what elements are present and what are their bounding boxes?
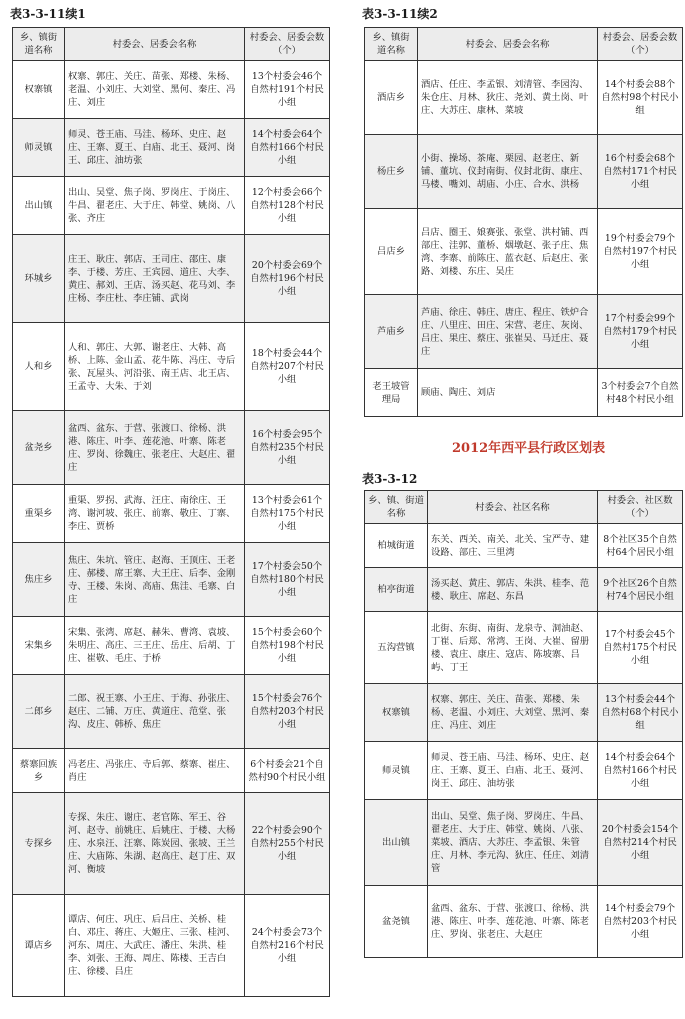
town-cell: 专探乡 [13,793,65,895]
count-cell: 22个村委会90个自然村255个村民小组 [245,793,330,895]
villages-cell: 盆西、盆东、于营、张渡口、徐杨、洪港、陈庄、叶李、莲花池、叶寨、陈老庄、罗岗、徐魏庄、张老庄、大赵庄、翟庄 [65,411,245,485]
table-row [13,177,330,235]
header-count: 村委会、居委会数（个） [598,28,683,61]
villages-cell: 小街、操场、茶庵、栗园、赵老庄、新铺、董坑、仪封南街、仪封北街、康庄、马楼、嘴刘、胡庙、小庄、合水、洪杨 [418,135,598,209]
villages-cell: 冯老庄、冯张庄、寺后郭、蔡寨、崔庄、肖庄 [65,749,245,793]
town-cell: 焦庄乡 [13,543,65,617]
count-cell: 20个村委会69个自然村196个村民小组 [245,235,330,323]
count-cell: 19个村委会79个自然村197个村民小组 [598,209,683,295]
villages-cell: 汤买赵、黄庄、郭店、朱洪、桂李、范楼、耿庄、席赵、东昌 [428,568,598,612]
header-count: 村委会、社区数（个） [598,491,683,524]
header-villages: 村委会、居委会名称 [418,28,598,61]
count-cell: 12个村委会66个自然村128个村民小组 [245,177,330,235]
villages-cell: 权寨、郭庄、关庄、苗张、郑楼、朱杨、老温、小刘庄、大刘堂、黑河、秦庄、冯庄、刘庄 [428,684,598,742]
table-row [365,369,683,417]
header-row [365,491,683,524]
count-cell: 13个村委会46个自然村191个村民小组 [245,61,330,119]
table-row [365,295,683,369]
villages-cell: 芦庙、徐庄、韩庄、唐庄、程庄、铁炉合庄、八里庄、田庄、宋营、老庄、灰岗、吕庄、果庄、蔡庄、张崔吴、马迁庄、聂庄 [418,295,598,369]
town-cell: 杨庄乡 [365,135,418,209]
count-cell: 17个村委会50个自然村180个村民小组 [245,543,330,617]
town-cell: 芦庙乡 [365,295,418,369]
count-cell: 24个村委会73个自然村216个村民小组 [245,895,330,997]
table-row [13,895,330,997]
count-cell: 9个社区26个自然村74个居民小组 [598,568,683,612]
table-label-left: 表3-3-11续1 [10,7,86,21]
villages-cell: 盆西、盆东、于营、张渡口、徐杨、洪港、陈庄、叶李、莲花池、叶寨、陈老庄、罗岗、张老庄、大赵庄 [428,886,598,958]
town-cell: 权寨镇 [13,61,65,119]
table-row [365,568,683,612]
count-cell: 13个村委会44个自然村68个村民小组 [598,684,683,742]
table-row [365,524,683,568]
villages-cell: 东关、西关、南关、北关、宝严寺、建设路、部庄、三里湾 [428,524,598,568]
count-cell: 15个村委会76个自然村203个村民小组 [245,675,330,749]
table-row [13,617,330,675]
table-row [13,485,330,543]
table-row [13,793,330,895]
table-row [365,61,683,135]
town-cell: 蔡寨回族乡 [13,749,65,793]
villages-cell: 谭店、何庄、巩庄、后吕庄、关桥、桂白、邓庄、蒋庄、大姬庄、三张、桂河、河东、周庄、大武庄、潘庄、朱洪、桂李、刘张、王海、周庄、陈楼、王吉白庄、徐楼、吕庄 [65,895,245,997]
villages-cell: 师灵、苍王庙、马洼、杨环、史庄、赵庄、王寨、夏王、白庙、北王、聂河、岗王、邱庄、油坊张 [65,119,245,177]
town-cell: 二郎乡 [13,675,65,749]
table-right [364,27,683,417]
count-cell: 14个村委会64个自然村166个村民小组 [598,742,683,800]
header-town: 乡、镇街道名称 [13,28,65,61]
count-cell: 14个村委会88个自然村98个村民小组 [598,61,683,135]
villages-cell: 顾庙、陶庄、刘店 [418,369,598,417]
table-row [13,543,330,617]
header-villages: 村委会、社区名称 [428,491,598,524]
section-title: 2012年西平县行政区划表 [452,441,606,456]
town-cell: 老王坡管理局 [365,369,418,417]
count-cell: 15个村委会60个自然村198个村民小组 [245,617,330,675]
table-row [365,135,683,209]
villages-cell: 出山、吴堂、焦子岗、罗岗庄、牛昌、翟老庄、大于庄、韩堂、姚岗、八张、菜坡、酒店、大苏庄、李孟银、朱管庄、月林、李元沟、狄庄、任庄、刘清管 [428,800,598,886]
count-cell: 13个村委会61个自然村175个村民小组 [245,485,330,543]
table-row [13,61,330,119]
count-cell: 16个村委会95个自然村235个村民小组 [245,411,330,485]
villages-cell: 师灵、苍王庙、马洼、杨环、史庄、赵庄、王寨、夏王、白庙、北王、聂河、岗王、邱庄、油坊张 [428,742,598,800]
table-12 [364,490,683,958]
table-label-right: 表3-3-11续2 [362,7,438,21]
table-row [365,800,683,886]
villages-cell: 二郎、祝王寨、小王庄、于海、孙张庄、赵庄、二铺、万庄、黄道庄、范堂、张沟、皮庄、韩桥、焦庄 [65,675,245,749]
villages-cell: 出山、吴堂、焦子岗、罗岗庄、于岗庄、牛昌、翟老庄、大于庄、韩堂、姚岗、八张、齐庄 [65,177,245,235]
count-cell: 17个村委会99个自然村179个村民小组 [598,295,683,369]
town-cell: 吕店乡 [365,209,418,295]
town-cell: 宋集乡 [13,617,65,675]
header-town: 乡、镇、街道名称 [365,491,428,524]
villages-cell: 宋集、张湾、席赵、赫朱、曹湾、袁坡、朱明庄、高庄、三王庄、岳庄、后胡、丁庄、崔敬、毛庄、于桥 [65,617,245,675]
town-cell: 师灵镇 [13,119,65,177]
table-row [365,742,683,800]
table-row [365,612,683,684]
town-cell: 师灵镇 [365,742,428,800]
count-cell: 20个村委会154个自然村214个村民小组 [598,800,683,886]
town-cell: 盆尧镇 [365,886,428,958]
count-cell: 16个村委会68个自然村171个村民小组 [598,135,683,209]
town-cell: 盆尧乡 [13,411,65,485]
table-row [13,675,330,749]
table-left [12,27,330,997]
villages-cell: 吕店、圈王、娘赛张、张堂、洪村铺、西部庄、洼郭、董桥、烟墩赵、张子庄、焦湾、李寨、前陈庄、蓝衣赵、后赵庄、张路、刘楼、东庄、吴庄 [418,209,598,295]
header-row [13,28,330,61]
count-cell: 17个村委会45个自然村175个村民小组 [598,612,683,684]
table-row [13,323,330,411]
town-cell: 谭店乡 [13,895,65,997]
count-cell: 14个村委会79个自然村203个村民小组 [598,886,683,958]
count-cell: 14个村委会64个自然村166个村民小组 [245,119,330,177]
town-cell: 酒店乡 [365,61,418,135]
villages-cell: 人和、郭庄、大郭、谢老庄、大韩、高桥、上陈、金山孟、花牛陈、冯庄、寺后张、瓦屋头、河沿张、南王店、北王店、王孟寺、大朱、于刘 [65,323,245,411]
count-cell: 8个社区35个自然村64个居民小组 [598,524,683,568]
town-cell: 环城乡 [13,235,65,323]
header-town: 乡、镇街道名称 [365,28,418,61]
table-row [365,209,683,295]
town-cell: 重渠乡 [13,485,65,543]
villages-cell: 北街、东街、南街、龙泉寺、洞油赵、丁崔、后郑、常湾、王岗、大崔、留册楼、袁庄、康庄、寇店、陈坡寨、吕屿、丁王 [428,612,598,684]
table-row [13,411,330,485]
header-villages: 村委会、居委会名称 [65,28,245,61]
header-count: 村委会、居委会数（个） [245,28,330,61]
villages-cell: 酒店、任庄、李孟银、刘清管、李园沟、朱仓庄、月林、狄庄、尧刘、黄土岗、叶庄、大苏庄、康林、菜坡 [418,61,598,135]
villages-cell: 权寨、郭庄、关庄、苗张、郑楼、朱杨、老温、小刘庄、大刘堂、黑何、秦庄、冯庄、刘庄 [65,61,245,119]
table-row [365,684,683,742]
table-row [13,749,330,793]
table-row [365,886,683,958]
header-row [365,28,683,61]
villages-cell: 焦庄、朱坑、管庄、赵海、王顶庄、王老庄、郝楼、席王寨、大王庄、后李、金刚寺、王楼、朱岗、高庙、焦洼、毛寨、白庄 [65,543,245,617]
town-cell: 出山镇 [365,800,428,886]
villages-cell: 专探、朱庄、谢庄、老官陈、军王、谷河、赵寺、前姚庄、后姚庄、于楼、大杨庄、水泉汪、汪寨、陈炭园、张坡、王兰庄、大庙陈、朱湖、赵高庄、赵丁庄、双河、衡坡 [65,793,245,895]
town-cell: 权寨镇 [365,684,428,742]
town-cell: 柏城街道 [365,524,428,568]
town-cell: 出山镇 [13,177,65,235]
table-row [13,235,330,323]
table-label-12: 表3-3-12 [362,472,418,486]
villages-cell: 重渠、罗拐、武海、汪庄、南徐庄、王湾、谢河坡、张庄、前寨、敬庄、丁寨、李庄、贾桥 [65,485,245,543]
town-cell: 柏亭街道 [365,568,428,612]
table-row [13,119,330,177]
town-cell: 五沟营镇 [365,612,428,684]
villages-cell: 庄王、耿庄、郭店、王司庄、邵庄、康李、于楼、芳庄、王宾园、道庄、大李、黄庄、郝刘、王店、汤买赵、花马刘、李庄杨、李庄杜、李庄铺、武岗 [65,235,245,323]
town-cell: 人和乡 [13,323,65,411]
count-cell: 6个村委会21个自然村90个村民小组 [245,749,330,793]
count-cell: 3个村委会7个自然村48个村民小组 [598,369,683,417]
count-cell: 18个村委会44个自然村207个村民小组 [245,323,330,411]
